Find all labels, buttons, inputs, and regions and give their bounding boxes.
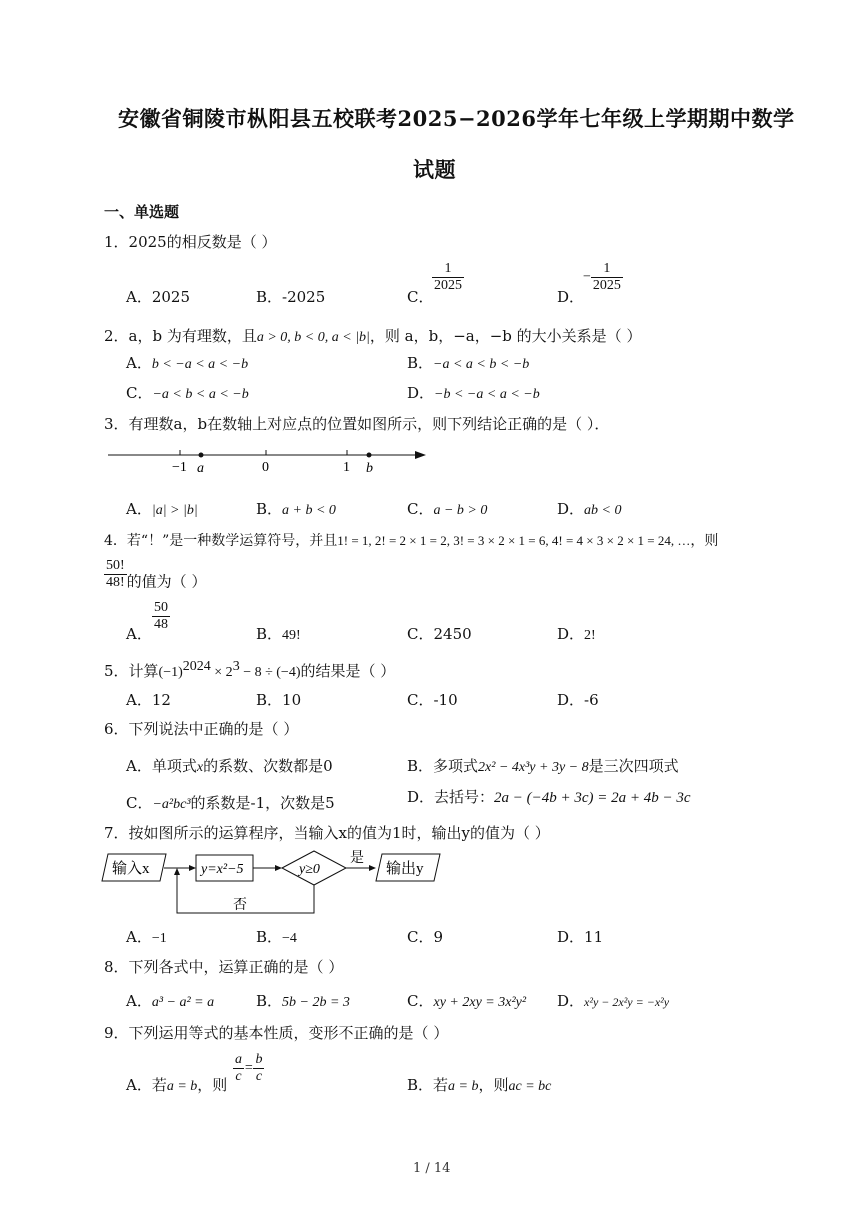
- flow-yes-label: 是: [350, 851, 364, 866]
- question-7-stem: 7．按如图所示的运算程序，当输入x的值为1时，输出y的值为（ ）: [104, 824, 550, 842]
- numberline-label-neg1: −1: [172, 460, 187, 475]
- q9-option-a-fraction: $\frac{a}{c}$ = $\frac{b}{c}$: [235, 1052, 263, 1085]
- q2-option-d: D．−b < −a < a < −b: [407, 384, 540, 402]
- q4-option-c: C．2450: [407, 625, 472, 643]
- q8-option-a: A．a³ − a² = a: [126, 992, 215, 1010]
- q8-option-b: B．5b − 2b = 3: [256, 992, 350, 1010]
- question-5-stem: 5．计算$(-1)^{2024} \times 2^3 - 8 \div (-4)$的结果是（ ）: [104, 659, 396, 680]
- numberline-label-b: b: [366, 461, 373, 476]
- q4-option-d: D．2!: [557, 625, 596, 643]
- q3-option-b: B．a + b < 0: [256, 500, 336, 518]
- q3-option-d: D．ab < 0: [557, 500, 622, 518]
- q7-option-b: B．−4: [256, 928, 297, 946]
- q4-option-a: A．: [126, 625, 152, 643]
- q1-option-a: A．2025: [126, 288, 191, 306]
- q2-option-b: B．−a < a < b < −b: [407, 354, 530, 372]
- q7-option-c: C．9: [407, 928, 444, 946]
- q1-option-d: D．: [557, 288, 585, 306]
- q6-option-b: B．多项式2x² − 4x³y + 3y − 8是三次四项式: [407, 757, 679, 775]
- q9-option-b: B．若a = b，则ac = bc: [407, 1076, 552, 1094]
- q5-option-a: A．12: [126, 691, 171, 709]
- q1-option-c: C．: [407, 288, 434, 306]
- flow-input-label: 输入x: [112, 861, 150, 877]
- q4-fraction-stem: $\frac{50!}{48!}$ 的值为（ ）: [106, 558, 207, 591]
- flow-output-label: 输出y: [386, 861, 424, 877]
- q8-option-d: D．x²y − 2x²y = −x²y: [557, 992, 670, 1010]
- question-6-stem: 6．下列说法中正确的是（ ）: [104, 720, 299, 738]
- q4-option-b: B．49!: [256, 625, 301, 643]
- q5-option-b: B．10: [256, 691, 302, 709]
- numberline-label-0: 0: [262, 460, 269, 475]
- q7-option-d: D．11: [557, 928, 604, 946]
- flow-formula-label: y=x²−5: [201, 862, 244, 877]
- q5-option-d: D．-6: [557, 691, 599, 709]
- question-8-stem: 8．下列各式中，运算正确的是（ ）: [104, 958, 344, 976]
- q6-option-d: D．去括号：2a − (−4b + 3c) = 2a + 4b − 3c: [407, 788, 691, 806]
- q6-option-c: C．−a²bc³的系数是-1，次数是5: [126, 794, 335, 812]
- numberline-label-1: 1: [343, 460, 350, 475]
- question-3-stem: 3．有理数a，b在数轴上对应点的位置如图所示，则下列结论正确的是（ ）．: [104, 415, 610, 433]
- page-number: 1 / 14: [413, 1161, 451, 1176]
- q3-option-c: C．a − b > 0: [407, 500, 488, 518]
- question-1-stem: 1．2025的相反数是（ ）: [104, 233, 277, 251]
- q4-option-a-fraction: $\frac{50}{48}$: [154, 600, 168, 633]
- q2-option-a: A．b < −a < a < −b: [126, 354, 249, 372]
- q9-option-a: A．若a = b，则: [126, 1076, 228, 1094]
- question-9-stem: 9．下列运用等式的基本性质，变形不正确的是（ ）: [104, 1024, 449, 1042]
- q5-option-c: C．-10: [407, 691, 458, 709]
- q1-option-d-fraction: − $\frac{1}{2025}$: [583, 261, 621, 294]
- q3-option-a: A．|a| > |b|: [126, 500, 198, 518]
- flow-no-label: 否: [233, 898, 247, 913]
- number-line-figure: [104, 440, 434, 476]
- section-heading: 一、单选题: [104, 203, 180, 221]
- q2-option-c: C．−a < b < a < −b: [126, 384, 249, 402]
- q1-option-c-fraction: $\frac{1}{2025}$: [434, 261, 462, 294]
- page-title-line1: 安徽省铜陵市枞阳县五校联考2025−2026学年七年级上学期期中数学: [118, 106, 795, 131]
- flowchart-figure: [100, 845, 445, 917]
- question-2-stem: 2．a，b 为有理数，且a > 0, b < 0, a < |b|，则 a，b，−a，−b 的大小关系是（ ）: [104, 327, 642, 345]
- flow-condition-label: y≥0: [299, 862, 320, 877]
- numberline-label-a: a: [197, 461, 204, 476]
- question-4-stem: 4．若“！”是一种数学运算符号，并且1! = 1, 2! = 2 × 1 = 2, 3! = 3 × 2 × 1 = 6, 4! = 4 × 3 × 2 × 1 = 24, …，则: [104, 533, 719, 549]
- q1-option-b: B．-2025: [256, 288, 326, 306]
- page-title-line2: 试题: [413, 157, 456, 182]
- q7-option-a: A．−1: [126, 928, 167, 946]
- q8-option-c: C．xy + 2xy = 3x²y²: [407, 992, 527, 1010]
- q6-option-a: A．单项式x的系数、次数都是0: [126, 757, 333, 775]
